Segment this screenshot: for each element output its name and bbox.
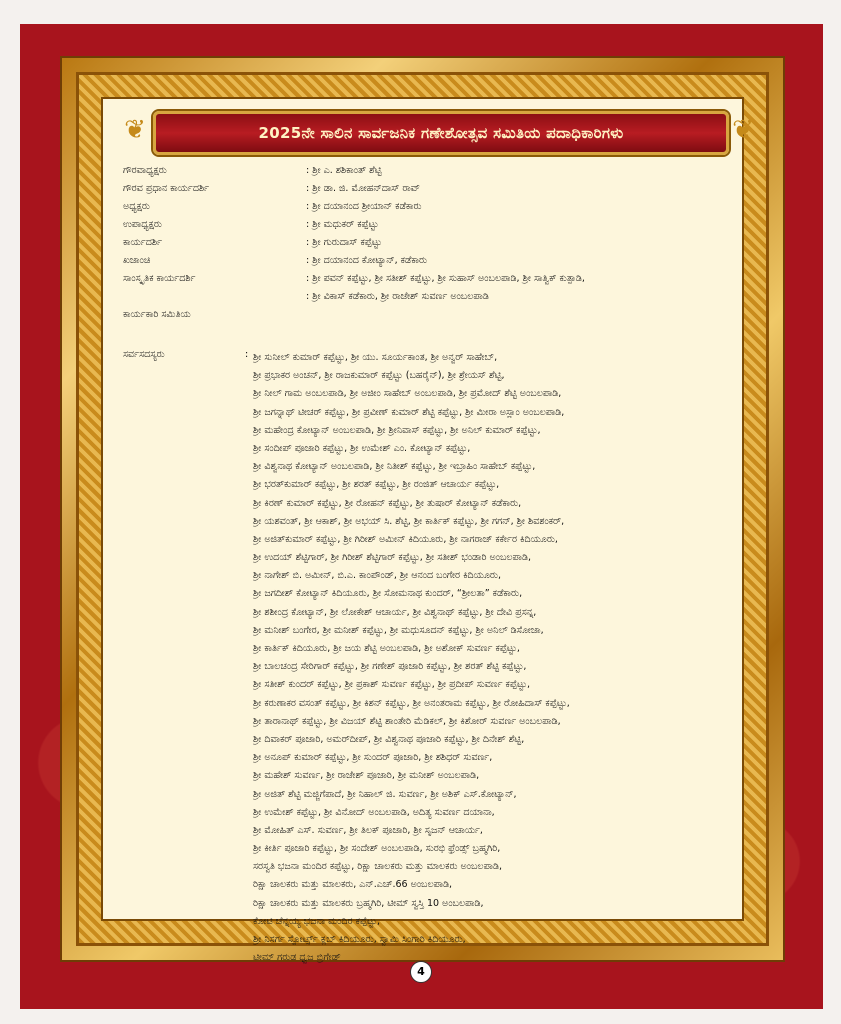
member-line: ಶ್ರೀ ಅನೂಪ್ ಕುಮಾರ್ ಕಪ್ಪೆಟ್ಟು, ಶ್ರೀ ಸುಂದರ್ ಪೂಜಾರಿ, ಶ್ರೀ ಶಶಿಧರ್ ಸುವರ್ಣ, (253, 752, 493, 764)
role-value: : ಶ್ರೀ ದಯಾನಂದ ಕೋಟ್ಯಾನ್, ಕಡೆಕಾರು (306, 255, 428, 266)
member-line: ಶ್ರೀ ಜಗದೀಶ್ ಕೋಟ್ಯಾನ್ ಕಿದಿಯೂರು, ಶ್ರೀ ಸೋಮನಾಥ ಕುಂದರ್, “ಶ್ರೀಲತಾ” ಕಡೆಕಾರು, (253, 588, 523, 600)
member-line: ಶ್ರೀ ಶಶೀಂದ್ರ ಕೋಟ್ಯಾನ್, ಶ್ರೀ ಲೋಕೇಶ್ ಆಚಾರ್ಯ, ಶ್ರೀ ವಿಶ್ವನಾಥ್ ಕಪ್ಪೆಟ್ಟು, ಶ್ರೀ ದೇವಿ ಪ್ರಸನ್ನ, (253, 606, 537, 618)
role-value: : ಶ್ರೀ ದಯಾನಂದ ಶ್ರೀಯಾನ್ ಕಡೆಕಾರು (306, 201, 422, 212)
member-line: ಸರಸ್ವತಿ ಭಜನಾ ಮಂದಿರ ಕಪ್ಪೆಟ್ಟು, ರಿಕ್ಷಾ ಚಾಲಕರು ಮತ್ತು ಮಾಲಕರು ಅಂಬಲಪಾಡಿ, (253, 861, 503, 873)
page-number: 4 (410, 961, 432, 983)
member-line: ಶ್ರೀ ಉಮೇಶ್ ಕಪ್ಪೆಟ್ಟು, ಶ್ರೀ ವಿನೋದ್ ಅಂಬಲಪಾಡಿ, ಅದಿತ್ಯ ಸುವರ್ಣ ದಯಾನಾ, (253, 806, 495, 818)
flourish-left-icon: ❦ (124, 115, 146, 145)
role-value: : ಶ್ರೀ ಗುರುದಾಸ್ ಕಪ್ಪೆಟ್ಟು (306, 237, 382, 248)
member-line: ಶ್ರೀ ಯಶವಂತ್, ಶ್ರೀ ಆಕಾಶ್, ಶ್ರೀ ಅಭಯ್ ಸಿ. ಶೆಟ್ಟಿ, ಶ್ರೀ ಕಾರ್ತಿಕ್ ಕಪ್ಪೆಟ್ಟು, ಶ್ರೀ ಗಗನ್, ಶ್ರೀ ಶಿವಶಂಕರ್, (253, 515, 565, 527)
role-label: ಉಪಾಧ್ಯಕ್ಷರು (123, 219, 162, 230)
member-line: ಶ್ರೀ ಕೀರ್ತಿ ಪೂಜಾರಿ ಕಪ್ಪೆಟ್ಟು, ಶ್ರೀ ಸಂದೇಶ್ ಅಂಬಲಪಾಡಿ, ಸುರಭಿ ಫ್ರೆಂಡ್ಸ್ ಬ್ರಹ್ಮಗಿರಿ, (253, 843, 501, 855)
member-line: ಶ್ರೀ ವಿಶ್ವನಾಥ ಕೋಟ್ಯಾನ್ ಅಂಬಲಪಾಡಿ, ಶ್ರೀ ನಿತೀಶ್ ಕಪ್ಪೆಟ್ಟು, ಶ್ರೀ ಇಬ್ರಾಹಿಂ ಸಾಹೇಬ್ ಕಪ್ಪೆಟ್ಟು, (253, 461, 536, 473)
member-line: ಶ್ರೀ ಭರತ್‌ಕುಮಾರ್ ಕಪ್ಪೆಟ್ಟು, ಶ್ರೀ ಶರತ್ ಕಪ್ಪೆಟ್ಟು, ಶ್ರೀ ರಂಜಿತ್ ಆಚಾರ್ಯ ಕಪ್ಪೆಟ್ಟು, (253, 479, 500, 491)
member-line: ಶ್ರೀ ಪ್ರಭಾಕರ ಅಂಚನ್, ಶ್ರೀ ರಾಜಕುಮಾರ್ ಕಪ್ಪೆಟ್ಟು (ಬಹರೈನ್), ಶ್ರೀ ಶ್ರೇಯಸ್ ಶೆಟ್ಟಿ, (253, 370, 505, 382)
member-line: ಕೋಟಿ ಚೆನ್ನಯ್ಯ ಭಜನಾ ಮಂದಿರ ಕಪ್ಪೆಟ್ಟು, (253, 915, 380, 927)
member-line: ಶ್ರೀ ಮನೀಶ್ ಬಂಗೇರ, ಶ್ರೀ ಮನೀಶ್ ಕಪ್ಪೆಟ್ಟು, ಶ್ರೀ ಮಧುಸೂದನ್ ಕಪ್ಪೆಟ್ಟು, ಶ್ರೀ ಅನಿಲ್ ಡಿಸೋಜಾ, (253, 624, 544, 636)
page-title: 2025ನೇ ಸಾಲಿನ ಸಾರ್ವಜನಿಕ ಗಣೇಶೋತ್ಸವ ಸಮಿತಿಯ ಪದಾಧಿಕಾರಿಗಳು (153, 111, 729, 155)
page-background (20, 24, 823, 1009)
role-label: ಅಧ್ಯಕ್ಷರು (123, 201, 150, 212)
role-label: ಸಾಂಸ್ಕೃತಿಕ ಕಾರ್ಯದರ್ಶಿ (123, 273, 196, 284)
member-line: ಶ್ರೀ ಮೋಹಿತ್ ಎಸ್. ಸುವರ್ಣ, ಶ್ರೀ ತಿಲಕ್ ಪೂಜಾರಿ, ಶ್ರೀ ಸೃಜನ್ ಆಚಾರ್ಯ, (253, 824, 483, 836)
members-colon: : (245, 349, 249, 360)
member-line: ಶ್ರೀ ಕಾರ್ತಿಕ್ ಕಿದಿಯೂರು, ಶ್ರೀ ಜಯ ಶೆಟ್ಟಿ ಅಂಬಲಪಾಡಿ, ಶ್ರೀ ಅಶೋಕ್ ಸುವರ್ಣ ಕಪ್ಪೆಟ್ಟು, (253, 643, 520, 654)
member-line: ಶ್ರೀ ಉದಯ್ ಶೆಟ್ಟಿಗಾರ್, ಶ್ರೀ ಗಿರೀಶ್ ಶೆಟ್ಟಿಗಾರ್ ಕಪ್ಪೆಟ್ಟು, ಶ್ರೀ ಸತೀಶ್ ಭಂಡಾರಿ ಅಂಬಲಪಾಡಿ, (253, 552, 531, 564)
member-line: ಶ್ರೀ ದಿವಾಕರ್ ಪೂಜಾರಿ, ಅಮರ್‌ದೀಪ್, ಶ್ರೀ ವಿಶ್ವನಾಥ ಪೂಜಾರಿ ಕಪ್ಪೆಟ್ಟು, ಶ್ರೀ ದಿನೇಶ್ ಶೆಟ್ಟಿ, (253, 733, 525, 745)
members-list (253, 349, 763, 967)
role-value: : ಶ್ರೀ ಪವನ್ ಕಪ್ಪೆಟ್ಟು, ಶ್ರೀ ಸತೀಶ್ ಕಪ್ಪೆಟ್ಟು, ಶ್ರೀ ಸುಹಾಸ್ ಅಂಬಲಪಾಡಿ, ಶ್ರೀ ಸಾತ್ವಿಕ್ ಕುತ್ಪಾಡಿ, (306, 273, 585, 284)
member-line: ಶ್ರೀ ಮಹೇಂದ್ರ ಕೋಟ್ಯಾನ್ ಅಂಬಲಪಾಡಿ, ಶ್ರೀ ಶ್ರೀನಿವಾಸ್ ಕಪ್ಪೆಟ್ಟು, ಶ್ರೀ ಅನಿಲ್ ಕುಮಾರ್ ಕಪ್ಪೆಟ್ಟು, (253, 424, 541, 436)
role-value: : ಶ್ರೀ ಮಧುಕರ್ ಕಪ್ಪೆಟ್ಟು (306, 219, 379, 230)
role-value: : ಶ್ರೀ ವಿಕಾಸ್ ಕಡೆಕಾರು, ಶ್ರೀ ರಾಜೇಶ್ ಸುವರ್ಣ ಅಂಬಲಪಾಡಿ (306, 291, 489, 302)
member-line: ಶ್ರೀ ಅಜಿತ್ ಶೆಟ್ಟಿ ಮಜ್ಜಿಗೆಪಾದೆ, ಶ್ರೀ ನಿಹಾಲ್ ಜಿ. ಸುವರ್ಣ, ಶ್ರೀ ಅಶಿಕ್ ಎಸ್.ಕೋಟ್ಯಾನ್, (253, 788, 517, 800)
member-line: ಶ್ರೀ ಕಿರಣ್ ಕುಮಾರ್ ಕಪ್ಪೆಟ್ಟು, ಶ್ರೀ ರೋಹನ್ ಕಪ್ಪೆಟ್ಟು, ಶ್ರೀ ತುಷಾರ್ ಕೋಟ್ಯಾನ್ ಕಡೆಕಾರು, (253, 497, 522, 509)
role-label: ಖಜಾಂಚಿ (123, 255, 151, 266)
member-line: ರಿಕ್ಷಾ ಚಾಲಕರು ಮತ್ತು ಮಾಲಕರು ಬ್ರಹ್ಮಗಿರಿ, ಟೀಮ್ ಸ್ವಸ್ತಿ 10 ಅಂಬಲಪಾಡಿ, (253, 897, 484, 909)
member-line: ಶ್ರೀ ನಾಗೇಶ್ ಬಿ. ಅಮೀನ್, ಬಿ.ಎ. ಕಾಂಪೌಂಡ್, ಶ್ರೀ ಆನಂದ ಬಂಗೇರ ಕಿದಿಯೂರು, (253, 570, 501, 582)
member-line: ಶ್ರೀ ಸತೀಶ್ ಕುಂದರ್ ಕಪ್ಪೆಟ್ಟು, ಶ್ರೀ ಪ್ರಕಾಶ್ ಸುವರ್ಣ ಕಪ್ಪೆಟ್ಟು, ಶ್ರೀ ಪ್ರದೀಪ್ ಸುವರ್ಣ ಕಪ್ಪೆಟ್ಟು, (253, 679, 530, 691)
member-line: ಶ್ರೀ ತಾರಾನಾಥ್ ಕಪ್ಪೆಟ್ಟು, ಶ್ರೀ ವಿಜಯ್ ಶೆಟ್ಟಿ ಶಾಂತೇರಿ ಮೆಡಿಕಲ್, ಶ್ರೀ ಕಿಶೋರ್ ಸುವರ್ಣ ಅಂಬಲಪಾಡಿ, (253, 715, 561, 727)
role-label: ಕಾರ್ಯಕಾರಿ ಸಮಿತಿಯ (123, 309, 191, 320)
role-value: : ಶ್ರೀ ಡಾ. ಜಿ. ಮೋಹನ್‌ದಾಸ್ ರಾವ್ (306, 183, 420, 194)
members-label: ಸರ್ವಸದಸ್ಯರು (123, 349, 165, 360)
member-line: ಶ್ರೀ ಕರುಣಾಕರ ವಸಂತ್ ಕಪ್ಪೆಟ್ಟು, ಶ್ರೀ ಕಿಶನ್ ಕಪ್ಪೆಟ್ಟು, ಶ್ರೀ ಅನಂತರಾಮ ಕಪ್ಪೆಟ್ಟು, ಶ್ರೀ ರೋಹಿದಾಸ್ ಕಪ್ಪೆಟ್ಟು, (253, 697, 570, 709)
member-line: ರಿಕ್ಷಾ ಚಾಲಕರು ಮತ್ತು ಮಾಲಕರು, ಎನ್.ಎಚ್.66 ಅಂಬಲಪಾಡಿ, (253, 879, 453, 891)
ornate-gold-frame (60, 56, 785, 962)
flourish-right-icon: ❦ (732, 115, 754, 145)
role-label: ಗೌರವ ಪ್ರಧಾನ ಕಾರ್ಯದರ್ಶಿ (123, 183, 210, 194)
content-panel (101, 97, 754, 964)
member-line: ಶ್ರೀ ನಿಸರ್ಗ ಸ್ಪೋರ್ಟ್ಸ್ ಕ್ಲಬ್ ಕಿದಿಯೂರು, ಸ್ವಾಮಿ ಸಿಂಗಾರಿ ಕಿದಿಯೂರು, (253, 934, 466, 945)
member-line: ಶ್ರೀ ನೀಲ್ ಗಾಮ ಅಂಬಲಪಾಡಿ, ಶ್ರೀ ಅಜೀಂ ಸಾಹೇಬ್ ಅಂಬಲಪಾಡಿ, ಶ್ರೀ ಪ್ರಮೋದ್ ಶೆಟ್ಟಿ ಅಂಬಲಪಾಡಿ, (253, 388, 562, 400)
member-line: ಶ್ರೀ ಮಹೇಶ್ ಸುವರ್ಣ, ಶ್ರೀ ರಾಜೇಶ್ ಪೂಜಾರಿ, ಶ್ರೀ ಮನೀಶ್ ಅಂಬಲಪಾಡಿ, (253, 770, 480, 782)
member-line: ಶ್ರೀ ಸುನೀಲ್ ಕುಮಾರ್ ಕಪ್ಪೆಟ್ಟು, ಶ್ರೀ ಯು. ಸೂರ್ಯಕಾಂತ, ಶ್ರೀ ಅನ್ವರ್ ಸಾಹೇಬ್, (253, 352, 498, 363)
frame-inner-border (76, 72, 769, 964)
role-label: ಕಾರ್ಯದರ್ಶಿ (123, 237, 162, 248)
member-line: ಶ್ರೀ ಬಾಲಚಂದ್ರ ಸೇರಿಗಾರ್ ಕಪ್ಪೆಟ್ಟು, ಶ್ರೀ ಗಣೇಶ್ ಪೂಜಾರಿ ಕಪ್ಪೆಟ್ಟು, ಶ್ರೀ ಶರತ್ ಶೆಟ್ಟಿ ಕಪ್ಪೆಟ್ಟು, (253, 661, 527, 673)
member-line: ಶ್ರೀ ಸಂದೀಪ್ ಪೂಜಾರಿ ಕಪ್ಪೆಟ್ಟು, ಶ್ರೀ ಉಮೇಶ್ ಎಂ. ಕೋಟ್ಯಾನ್ ಕಪ್ಪೆಟ್ಟು, (253, 442, 471, 454)
member-line: ಶ್ರೀ ಜಗನ್ನಾಥ್ ಟೀಚರ್ ಕಪ್ಪೆಟ್ಟು, ಶ್ರೀ ಪ್ರವೀಣ್ ಕುಮಾರ್ ಶೆಟ್ಟಿ ಕಪ್ಪೆಟ್ಟು, ಶ್ರೀ ಮೀರಾ ಅಸ್ಲಾಂ ಅಂಬಲಪಾಡಿ, (253, 406, 565, 418)
member-line: ಶ್ರೀ ಅಜಿತ್‌ಕುಮಾರ್ ಕಪ್ಪೆಟ್ಟು, ಶ್ರೀ ಗಿರೀಶ್ ಅಮೀನ್ ಕಿದಿಯೂರು, ಶ್ರೀ ನಾಗರಾಜ್ ಕರ್ಕೇರ ಕಿದಿಯೂರು, (253, 533, 558, 545)
role-label: ಗೌರವಾಧ್ಯಕ್ಷರು (123, 165, 167, 176)
role-value: : ಶ್ರೀ ಎ. ಶಶಿಕಾಂತ್ ಶೆಟ್ಟಿ (306, 165, 382, 176)
member-line: ಟೀಮ್ ಗರುಡ ಧ್ವಜ ಬ್ರಿಗೇಡ್ (253, 952, 341, 964)
